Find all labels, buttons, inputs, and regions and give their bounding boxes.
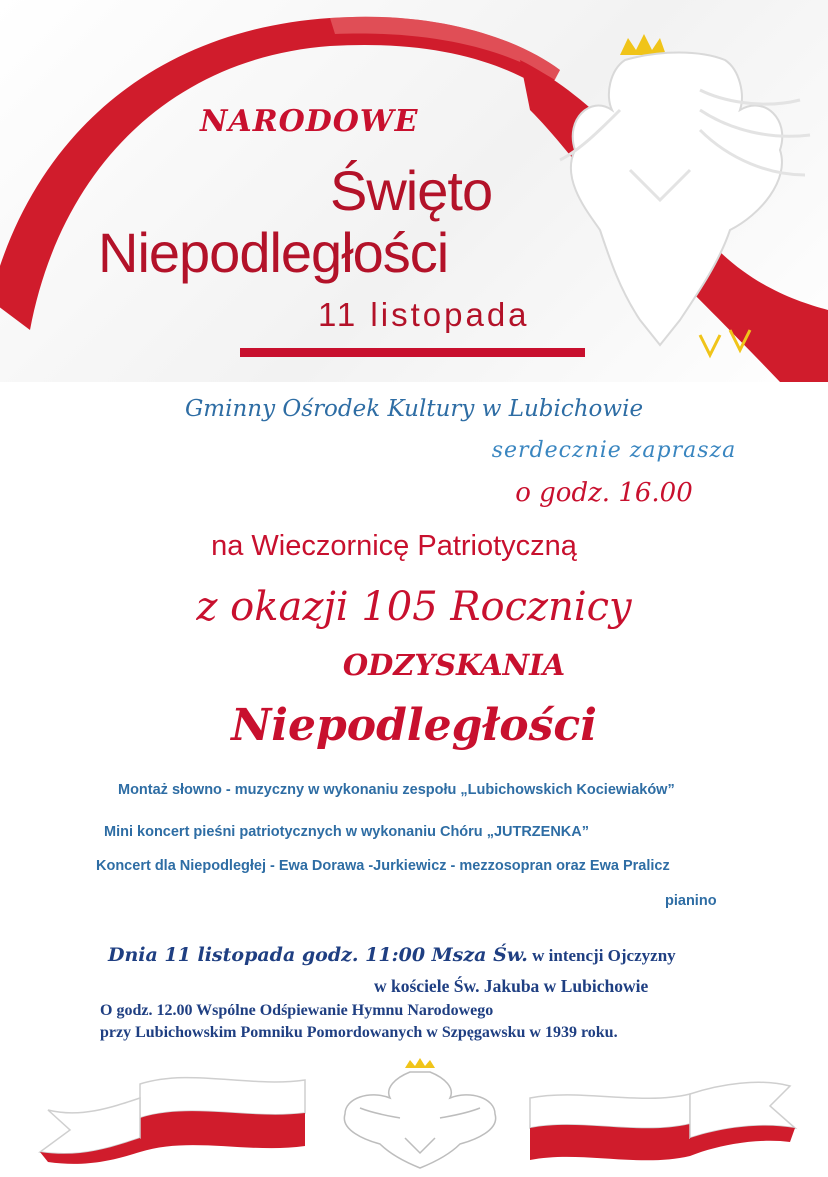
header-date: 11 listopada xyxy=(318,296,530,333)
program-item: pianino xyxy=(665,893,717,909)
program-item: Montaż słowno - muzyczny w wykonaniu zespołu „Lubichowskich Kociewiaków” xyxy=(118,782,675,798)
mass-intention: w intencji Ojczyzny xyxy=(527,946,676,965)
organizer-name: Gminny Ośrodek Kultury w Lubichowie xyxy=(184,396,644,422)
occasion-text: z okazji 105 Rocznicy xyxy=(196,584,632,630)
anthem-line-2: przy Lubichowskim Pomniku Pomordowanych w Szpęgawsku w 1939 roku. xyxy=(100,1024,618,1041)
program-item: Koncert dla Niepodległej - Ewa Dorawa -Jurkiewicz - mezzosopran oraz Ewa Pralicz xyxy=(96,858,670,874)
footer-eagle-icon xyxy=(344,1058,495,1168)
odzyskania-text: ODZYSKANIA xyxy=(342,648,566,682)
header-divider xyxy=(240,348,585,357)
mass-line-2: w kościele Św. Jakuba w Lubichowie xyxy=(374,976,649,996)
left-flag-ribbon-icon xyxy=(40,1078,305,1164)
header-narodowe: NARODOWE xyxy=(200,104,419,139)
invites-text: serdecznie zaprasza xyxy=(491,438,737,463)
anthem-line-1: O godz. 12.00 Wspólne Odśpiewanie Hymnu Narodowego xyxy=(100,1002,494,1019)
mass-date-time: Dnia 11 listopada godz. 11:00 Msza Św. xyxy=(108,944,528,966)
header-niepodleglosci: Niepodległości xyxy=(98,221,449,284)
event-time: o godz. 16.00 xyxy=(515,478,693,508)
header-swieto: Święto xyxy=(330,159,493,222)
niepodleglosci-text: Niepodległości xyxy=(231,700,597,751)
footer-decoration xyxy=(0,1058,828,1172)
event-title: na Wieczornicę Patriotyczną xyxy=(211,530,577,562)
right-flag-ribbon-icon xyxy=(530,1082,795,1160)
mass-line-1 xyxy=(108,944,676,966)
program-item: Mini koncert pieśni patriotycznych w wykonaniu Chóru „JUTRZENKA” xyxy=(104,824,589,840)
header-banner xyxy=(0,0,828,382)
